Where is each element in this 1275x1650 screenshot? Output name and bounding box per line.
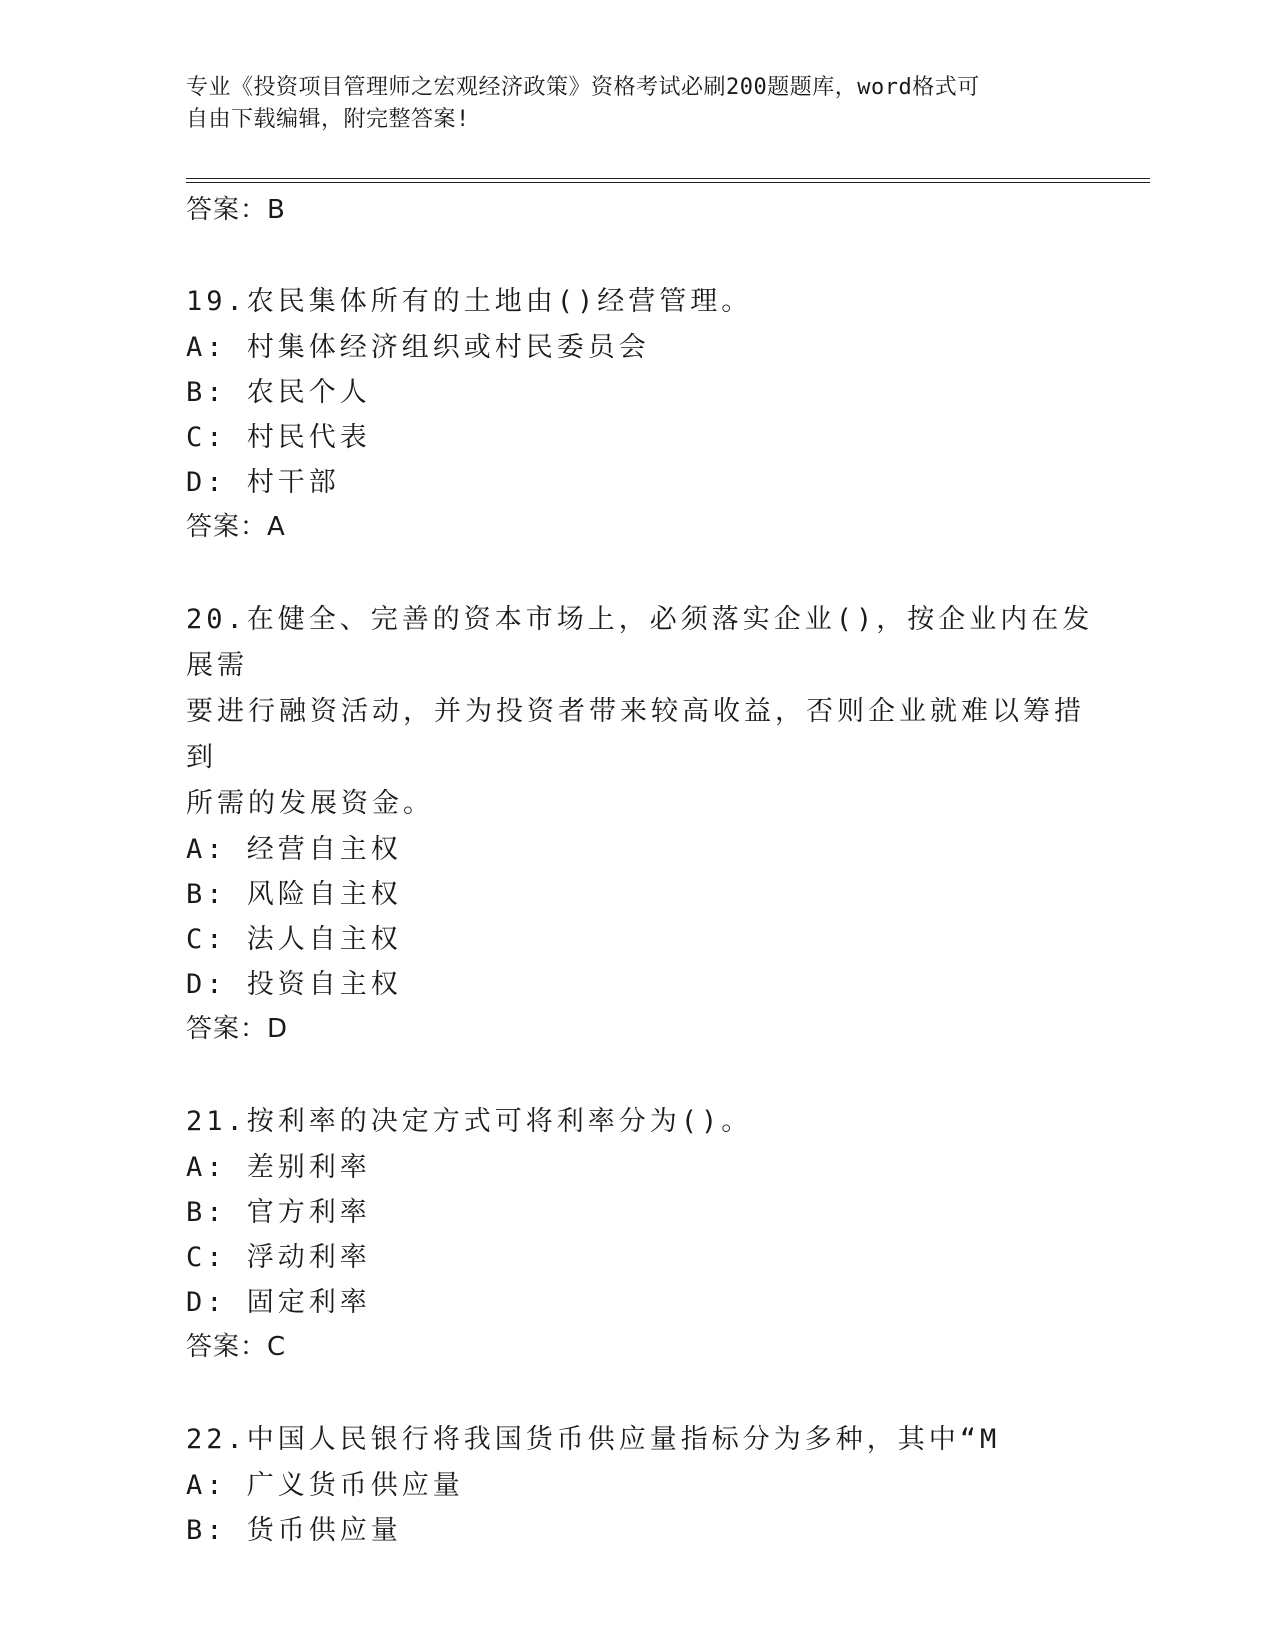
option-b: B: 官方利率 [186,1197,371,1228]
question-block [186,597,1106,1052]
answer-line: 答案：D [186,1014,289,1044]
option-a: A: 经营自主权 [186,834,402,865]
header-divider-top [186,178,1150,179]
question-text: 20.在健全、完善的资本市场上，必须落实企业()，按企业内在发展需 [186,604,1094,681]
answer-line: 答案：B [186,195,286,225]
answer-line: 答案：A [186,512,286,542]
option-a: A: 差别利率 [186,1152,371,1183]
header-line-2: 自由下载编辑，附完整答案! [186,107,470,132]
answer-line: 答案：C [186,1332,287,1362]
option-d: D: 投资自主权 [186,969,402,1000]
question-text: 要进行融资活动，并为投资者带来较高收益，否则企业就难以筹措到 [186,696,1085,773]
option-a: A: 村集体经济组织或村民委员会 [186,332,650,363]
option-d: D: 固定利率 [186,1287,371,1318]
question-text: 22.中国人民银行将我国货币供应量指标分为多种，其中“M [186,1424,1001,1455]
question-list [186,188,1106,1600]
option-c: C: 浮动利率 [186,1242,371,1273]
document-header [186,72,1086,136]
question-block [186,279,1106,550]
header-divider-bottom [186,182,1150,183]
option-b: B: 农民个人 [186,377,371,408]
option-a: A: 广义货币供应量 [186,1470,464,1501]
option-b: B: 风险自主权 [186,879,402,910]
question-block [186,1417,1106,1553]
question-block [186,1099,1106,1370]
question-text: 19.农民集体所有的土地由()经营管理。 [186,286,753,317]
option-c: C: 村民代表 [186,422,371,453]
option-d: D: 村干部 [186,467,340,498]
header-line-1: 专业《投资项目管理师之宏观经济政策》资格考试必刷200题题库，word格式可 [186,75,980,100]
question-text: 所需的发展资金。 [186,788,434,819]
question-text: 21.按利率的决定方式可将利率分为()。 [186,1106,753,1137]
option-b: B: 货币供应量 [186,1515,402,1546]
option-c: C: 法人自主权 [186,924,402,955]
